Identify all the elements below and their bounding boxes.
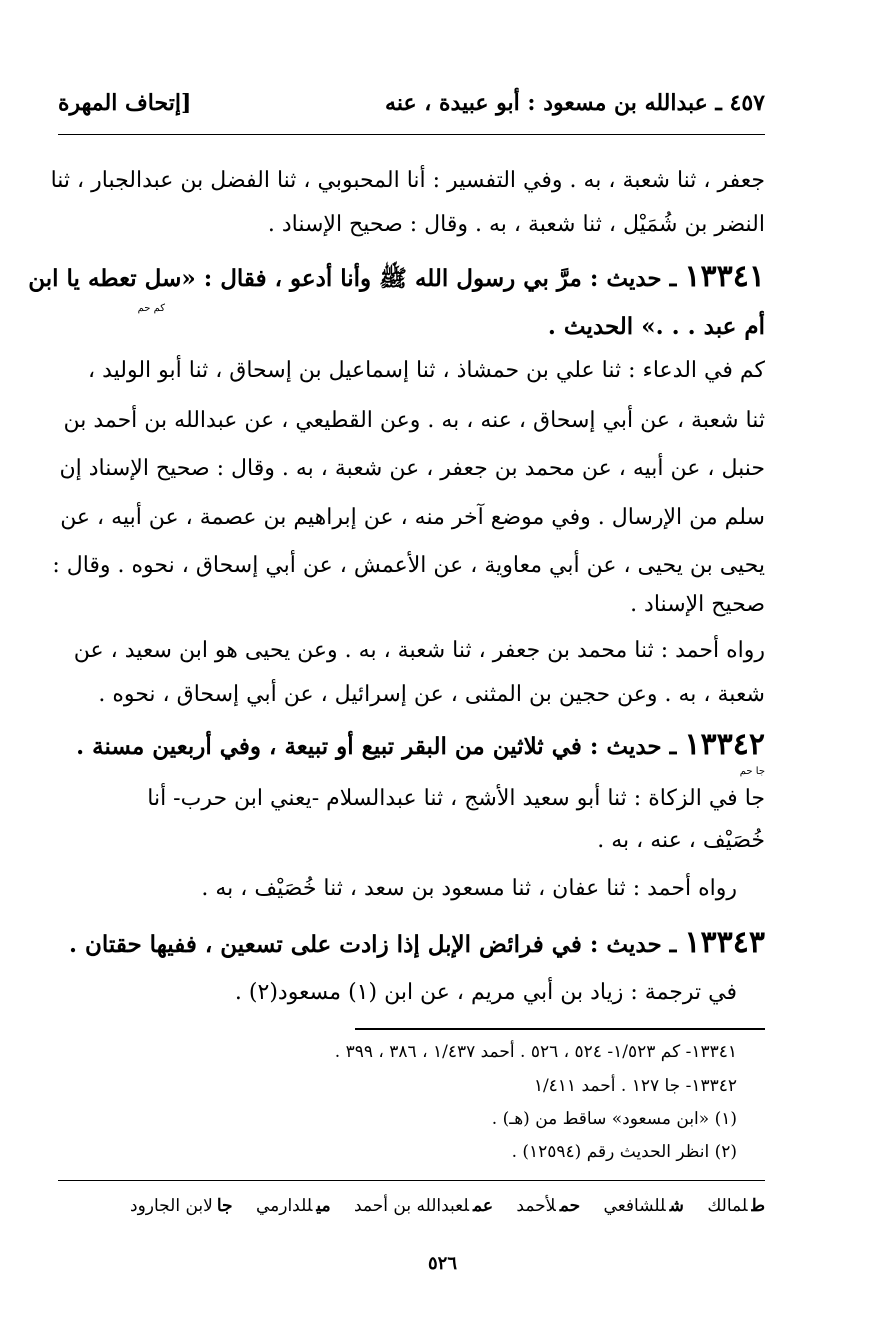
- source-superscript: جا حم: [739, 766, 765, 777]
- page-number: ٥٢٦: [427, 1253, 457, 1274]
- text-line: جعفر ، ثنا شعبة ، به . وفي التفسير : أنا المحبوبي ، ثنا الفضل بن عبدالجبار ، ثنا: [50, 168, 765, 193]
- footnote: (١) «ابن مسعود» ساقط من (هـ) .: [491, 1109, 737, 1129]
- text-line: حنبل ، عن أبيه ، عن محمد بن جعفر ، عن شعبة ، به . وقال : صحيح الإسناد إن: [59, 456, 765, 481]
- text-line: خُصَيْف ، عنه ، به .: [597, 828, 765, 853]
- hadith-number: ١٣٣٤١: [684, 259, 765, 294]
- footnote-rule: [355, 1028, 765, 1030]
- running-header-book: [إتحاف المهرة: [58, 90, 192, 116]
- hadith-title: ـ حديث : في ثلاثين من البقر تبيع أو تبيعة ، وفي أربعين مسنة .: [76, 733, 677, 760]
- footnote: ١٣٣٤٢- جا ١٢٧ . أحمد ١/٤١١: [533, 1076, 737, 1096]
- legend-item: حملأحمد: [516, 1196, 581, 1216]
- hadith-title-cont: أم عبد . . .» الحديث .: [547, 313, 765, 340]
- legend-item: ميللدارمي: [255, 1196, 331, 1216]
- text-line: شعبة ، به . وعن حجين بن المثنى ، عن إسرائيل ، عن أبي إسحاق ، نحوه .: [98, 682, 765, 707]
- legend-item: جالابن الجارود: [130, 1196, 233, 1216]
- text-line: ثنا شعبة ، عن أبي إسحاق ، عنه ، به . وعن القطيعي ، عن عبدالله بن أحمد بن: [63, 408, 765, 433]
- legend-item: طلمالك: [707, 1196, 765, 1216]
- header-rule: [58, 134, 765, 135]
- text-line: النضر بن شُمَيْل ، ثنا شعبة ، به . وقال : صحيح الإسناد .: [267, 212, 765, 237]
- legend-item: عملعبدالله بن أحمد: [354, 1196, 493, 1216]
- text-line: جا في الزكاة : ثنا أبو سعيد الأشج ، ثنا عبدالسلام -يعني ابن حرب- أنا: [147, 786, 765, 811]
- hadith-heading: [28, 259, 765, 294]
- source-superscript: كم حم: [137, 303, 165, 314]
- hadith-title: ـ حديث : مرَّ بي رسول الله ﷺ وأنا أدعو ، فقال : «سل تعطه يا ابن: [28, 265, 677, 292]
- text-line: في ترجمة : زياد بن أبي مريم ، عن ابن (١) مسعود(٢) .: [234, 980, 737, 1005]
- abbreviation-legend: [112, 1198, 765, 1215]
- running-header-chapter: ٤٥٧ ـ عبدالله بن مسعود : أبو عبيدة ، عنه: [385, 90, 765, 116]
- text-line: رواه أحمد : ثنا محمد بن جعفر ، ثنا شعبة ، به . وعن يحيى هو ابن سعيد ، عن: [73, 638, 765, 663]
- hadith-heading: [68, 925, 765, 960]
- hadith-heading: [76, 727, 765, 762]
- text-line: صحيح الإسناد .: [630, 592, 765, 617]
- footnote: (٢) انظر الحديث رقم (١٢٥٩٤) .: [511, 1142, 737, 1162]
- text-line: سلم من الإرسال . وفي موضع آخر منه ، عن إبراهيم بن عصمة ، عن أبيه ، عن: [60, 505, 765, 530]
- footnote: ١٣٣٤١- كم ١/٥٢٣- ٥٢٤ ، ٥٢٦ . أحمد ١/٤٣٧ ، ٣٨٦ ، ٣٩٩ .: [334, 1042, 737, 1062]
- text-line: رواه أحمد : ثنا عفان ، ثنا مسعود بن سعد ، ثنا خُصَيْف ، به .: [201, 876, 737, 901]
- hadith-number: ١٣٣٤٣: [684, 925, 765, 960]
- legend-rule: [58, 1180, 765, 1181]
- legend-item: شللشافعي: [603, 1196, 684, 1216]
- hadith-title: ـ حديث : في فرائض الإبل إذا زادت على تسعين ، ففيها حقتان .: [68, 931, 677, 958]
- text-line: يحيى بن يحيى ، عن أبي معاوية ، عن الأعمش ، عن أبي إسحاق ، نحوه . وقال :: [52, 553, 765, 578]
- text-line: كم في الدعاء : ثنا علي بن حمشاذ ، ثنا إسماعيل بن إسحاق ، ثنا أبو الوليد ،: [87, 358, 765, 383]
- hadith-number: ١٣٣٤٢: [684, 727, 765, 762]
